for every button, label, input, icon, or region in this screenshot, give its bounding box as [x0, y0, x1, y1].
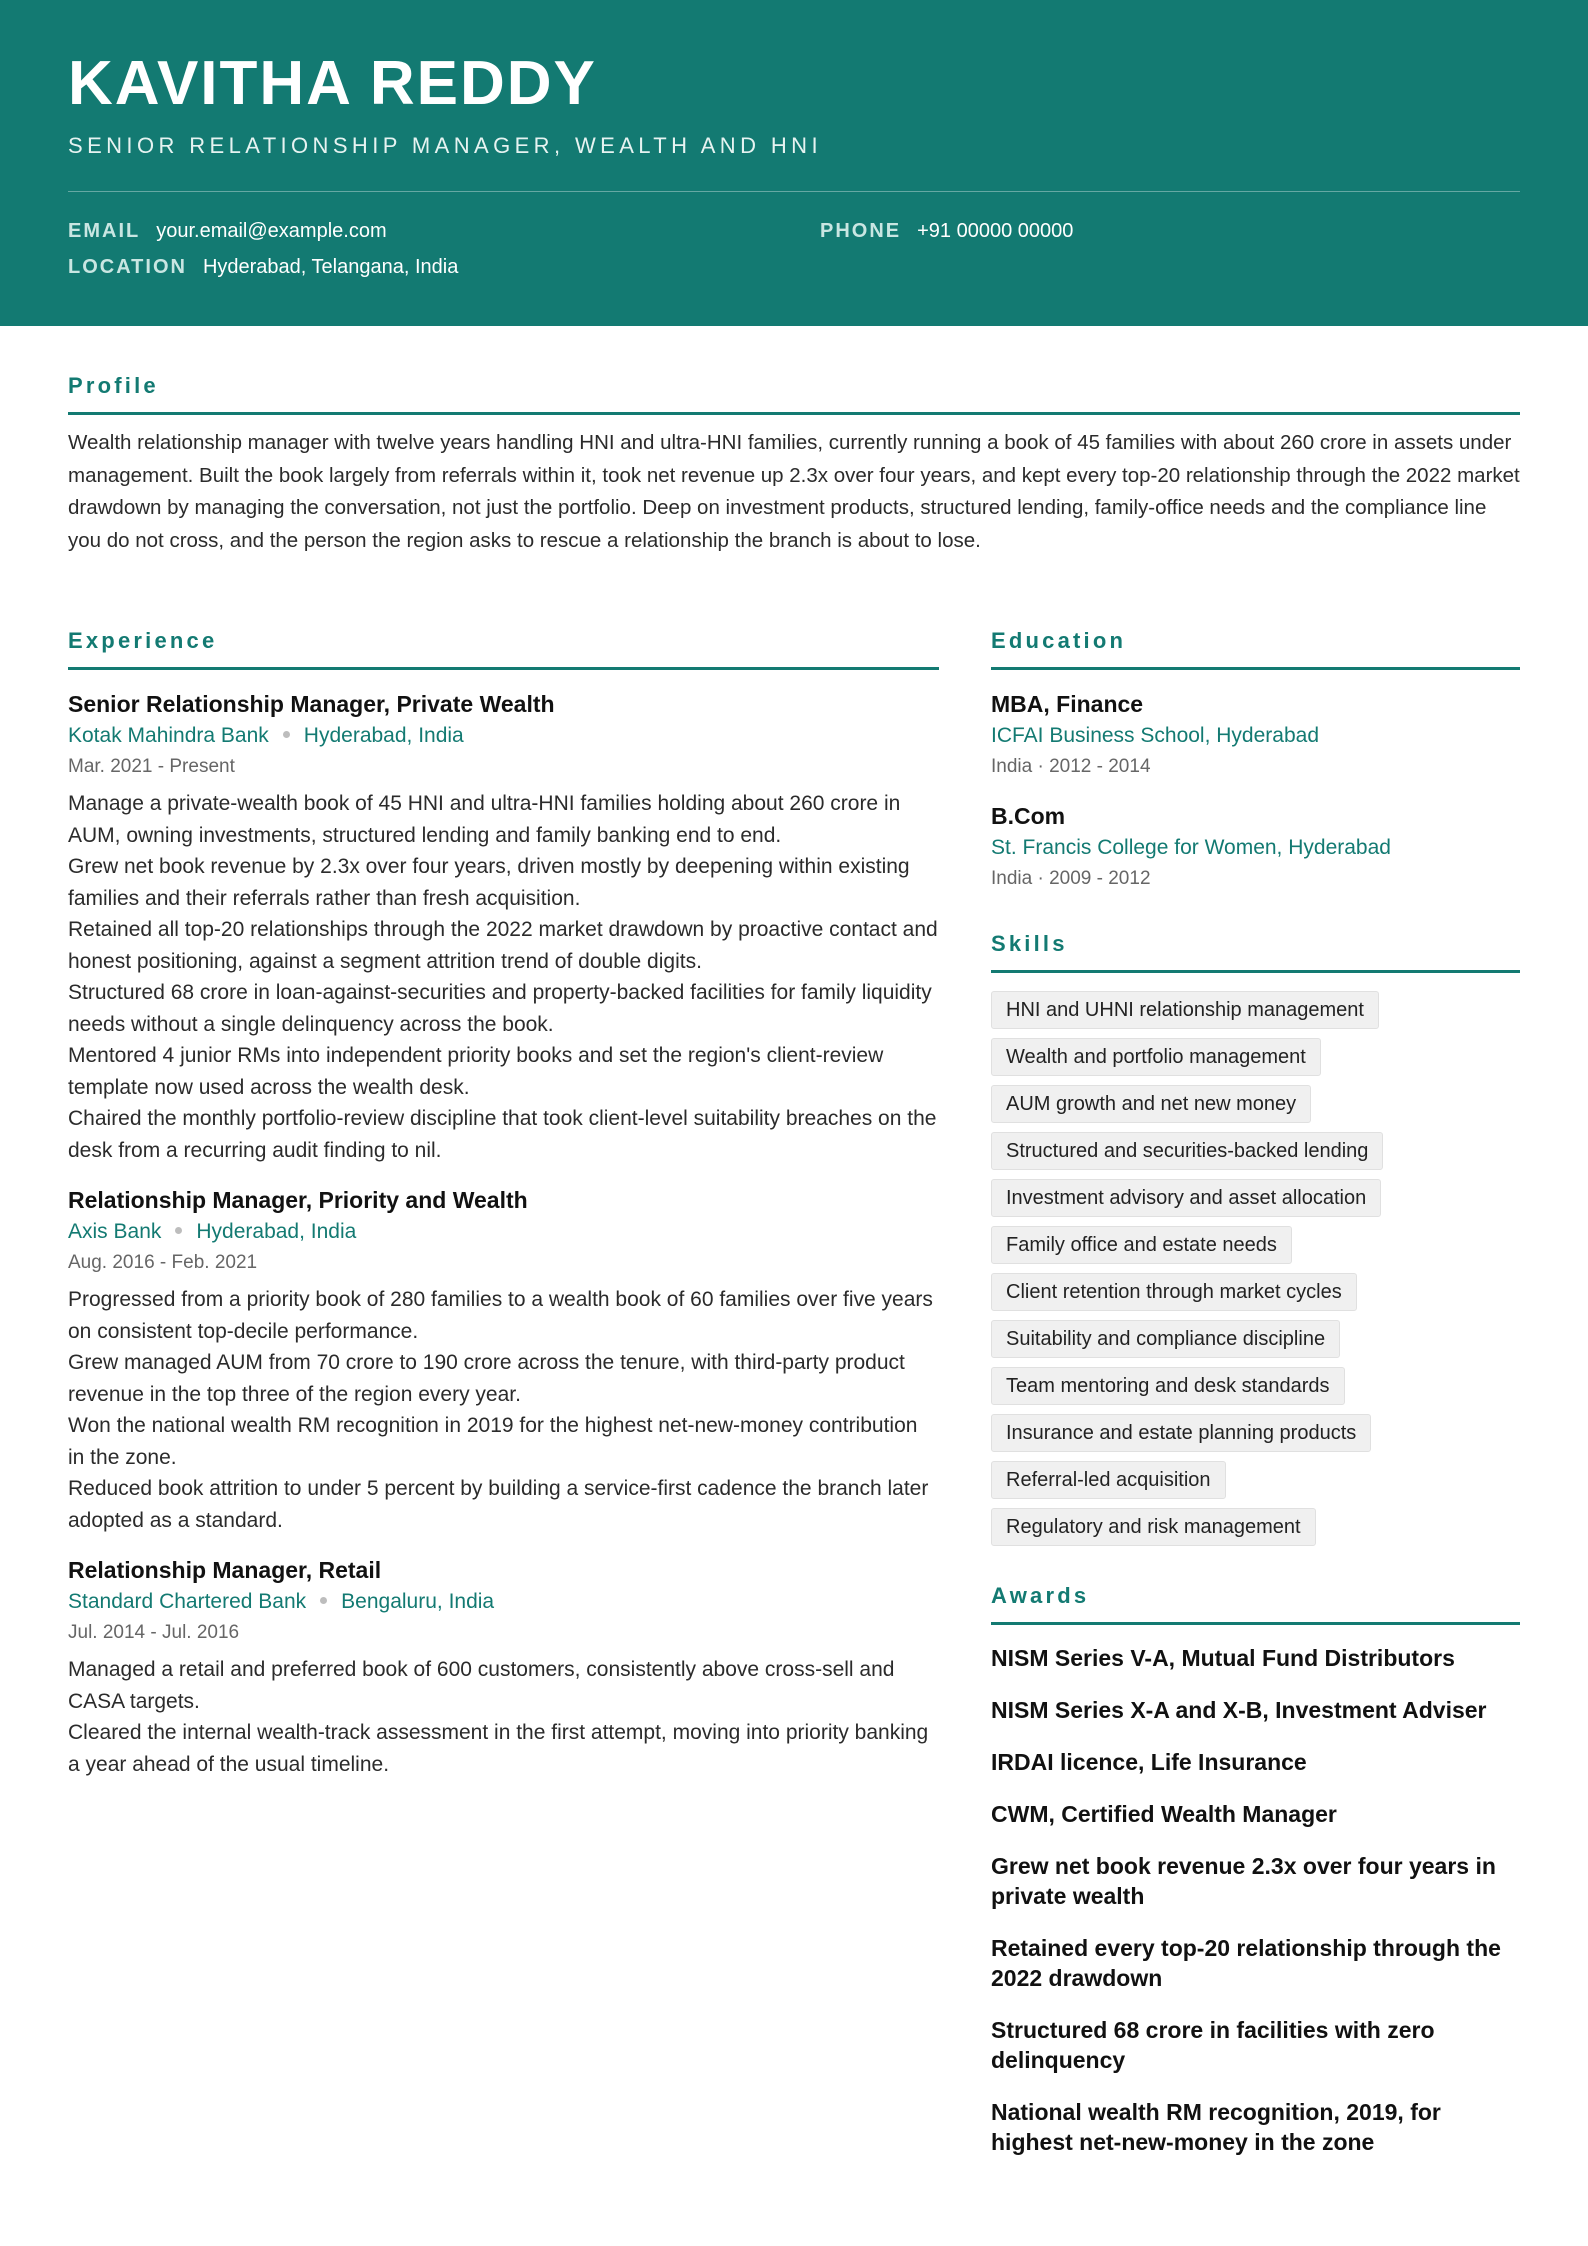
- award-item: Structured 68 crore in facilities with zero delinquency: [991, 2017, 1435, 2073]
- education-entry: [991, 688, 1520, 782]
- job-bullet: Chaired the monthly portfolio-review discipline that took client-level suitability breaches on the desk from a recurring audit finding to nil.: [68, 1107, 937, 1162]
- job-bullet: Cleared the internal wealth-track assessment in the first attempt, moving into priority banking a year ahead of the usual timeline.: [68, 1721, 929, 1776]
- job-entry: [68, 688, 939, 1166]
- location-value: Hyderabad, Telangana, India: [202, 256, 459, 278]
- sidebar-column: [991, 627, 1520, 2157]
- separator-dot-icon: [283, 731, 290, 738]
- skill-tag: Insurance and estate planning products: [991, 1414, 1371, 1452]
- separator-dot-icon: [175, 1227, 182, 1234]
- skill-tag: Referral-led acquisition: [991, 1461, 1226, 1499]
- award-item: Retained every top-20 relationship through the 2022 drawdown: [991, 1935, 1501, 1991]
- contact-location: [68, 254, 458, 280]
- skill-tag: Structured and securities-backed lending: [991, 1132, 1383, 1170]
- job-bullet: Mentored 4 junior RMs into independent priority books and set the region's client-review template now used across the wealth desk.: [68, 1044, 884, 1099]
- awards-list: [991, 1643, 1520, 2157]
- award-item: NISM Series X-A and X-B, Investment Adviser: [991, 1697, 1487, 1723]
- experience-section: [68, 627, 939, 1780]
- education-school: St. Francis College for Women, Hyderabad: [991, 836, 1391, 859]
- job-bullet: Managed a retail and preferred book of 600 customers, consistently above cross-sell and CASA targets.: [68, 1658, 895, 1713]
- job-title: Senior Relationship Manager, Private Wealth: [68, 691, 555, 717]
- awards-heading: Awards: [991, 1582, 1520, 1625]
- resume-header: [0, 0, 1588, 326]
- job-company: Standard Chartered Bank: [68, 1590, 307, 1613]
- skill-tag: Family office and estate needs: [991, 1226, 1292, 1264]
- contact-phone: [820, 218, 1073, 244]
- profile-heading: Profile: [68, 372, 1520, 415]
- education-school: ICFAI Business School, Hyderabad: [991, 724, 1320, 747]
- job-bullet: Grew managed AUM from 70 crore to 190 crore across the tenure, with third-party product revenue in the top three of the region every year.: [68, 1351, 905, 1406]
- job-location: Bengaluru, India: [341, 1590, 495, 1613]
- skill-tag: Regulatory and risk management: [991, 1508, 1316, 1546]
- separator-dot-icon: [320, 1597, 327, 1604]
- skill-tag: Team mentoring and desk standards: [991, 1367, 1345, 1405]
- experience-heading: Experience: [68, 627, 939, 670]
- job-dates: Aug. 2016 - Feb. 2021: [68, 1252, 258, 1273]
- skill-tag: Suitability and compliance discipline: [991, 1320, 1340, 1358]
- job-bullet: Retained all top-20 relationships through the 2022 market drawdown by proactive contact and honest positioning, against a segment attrition trend of double digits.: [68, 918, 938, 973]
- job-bullet: Structured 68 crore in loan-against-securities and property-backed facilities for family liquidity needs without a single delinquency across the book.: [68, 981, 932, 1036]
- award-item: Grew net book revenue 2.3x over four years in private wealth: [991, 1853, 1496, 1909]
- phone-label: PHONE: [820, 220, 902, 242]
- skills-list: [991, 991, 1520, 1546]
- skill-tag: Investment advisory and asset allocation: [991, 1179, 1381, 1217]
- job-location: Hyderabad, India: [196, 1220, 357, 1243]
- skill-tag: HNI and UHNI relationship management: [991, 991, 1379, 1029]
- candidate-name: KAVITHA REDDY: [68, 49, 597, 118]
- profile-section: [68, 372, 1520, 557]
- award-item: NISM Series V-A, Mutual Fund Distributors: [991, 1645, 1455, 1671]
- job-bullet: Grew net book revenue by 2.3x over four years, driven mostly by deepening within existing families and their referrals rather than fresh acquisition.: [68, 855, 910, 910]
- job-company: Kotak Mahindra Bank: [68, 724, 269, 747]
- job-title: Relationship Manager, Retail: [68, 1557, 382, 1583]
- phone-value[interactable]: +91 00000 00000: [917, 220, 1074, 242]
- award-item: National wealth RM recognition, 2019, for highest net-new-money in the zone: [991, 2099, 1441, 2155]
- location-label: LOCATION: [68, 256, 187, 278]
- email-value[interactable]: your.email@example.com: [156, 220, 387, 242]
- job-dates: Jul. 2014 - Jul. 2016: [68, 1622, 240, 1643]
- education-details: India · 2009 - 2012: [991, 868, 1151, 889]
- job-dates: Mar. 2021 - Present: [68, 756, 235, 777]
- job-meta: [68, 1216, 939, 1248]
- job-bullet: Progressed from a priority book of 280 families to a wealth book of 60 families over five years on consistent top-decile performance.: [68, 1288, 933, 1343]
- education-degree: B.Com: [991, 803, 1066, 829]
- education-details: India · 2012 - 2014: [991, 756, 1151, 777]
- contact-email: [68, 218, 387, 244]
- award-item: IRDAI licence, Life Insurance: [991, 1749, 1307, 1775]
- education-entry: [991, 800, 1520, 894]
- skill-tag: Client retention through market cycles: [991, 1273, 1357, 1311]
- education-degree: MBA, Finance: [991, 691, 1144, 717]
- job-entry: [68, 1184, 939, 1536]
- job-entry: [68, 1554, 939, 1780]
- email-label: EMAIL: [68, 220, 141, 242]
- job-company: Axis Bank: [68, 1220, 162, 1243]
- job-location: Hyderabad, India: [303, 724, 464, 747]
- job-title: Relationship Manager, Priority and Wealth: [68, 1187, 528, 1213]
- education-heading: Education: [991, 627, 1520, 670]
- profile-text: Wealth relationship manager with twelve years handling HNI and ultra-HNI families, currently running a book of 45 families with about 260 crore in assets under management. Built the book largely from referrals within it, took net revenue up 2.3x over four years, and kept every top-20 relationship through the 2022 market drawdown by managing the conversation, not just the portfolio. Deep on investment products, structured lending, family-office needs and the compliance line you do not cross, and the person the region asks to rescue a relationship the branch is about to lose.: [68, 431, 1520, 552]
- job-meta: [68, 1586, 939, 1618]
- job-bullet: Manage a private-wealth book of 45 HNI and ultra-HNI families holding about 260 crore in AUM, owning investments, structured lending and family banking end to end.: [68, 792, 901, 847]
- job-bullet: Won the national wealth RM recognition in 2019 for the highest net-new-money contribution in the zone.: [68, 1414, 918, 1469]
- header-divider: [68, 191, 1520, 192]
- skill-tag: AUM growth and net new money: [991, 1085, 1311, 1123]
- candidate-title: SENIOR RELATIONSHIP MANAGER, WEALTH AND HNI: [68, 133, 822, 158]
- award-item: CWM, Certified Wealth Manager: [991, 1801, 1337, 1827]
- skill-tag: Wealth and portfolio management: [991, 1038, 1321, 1076]
- job-bullet: Reduced book attrition to under 5 percent by building a service-first cadence the branch later adopted as a standard.: [68, 1477, 929, 1532]
- job-meta: [68, 720, 939, 752]
- skills-heading: Skills: [991, 930, 1520, 973]
